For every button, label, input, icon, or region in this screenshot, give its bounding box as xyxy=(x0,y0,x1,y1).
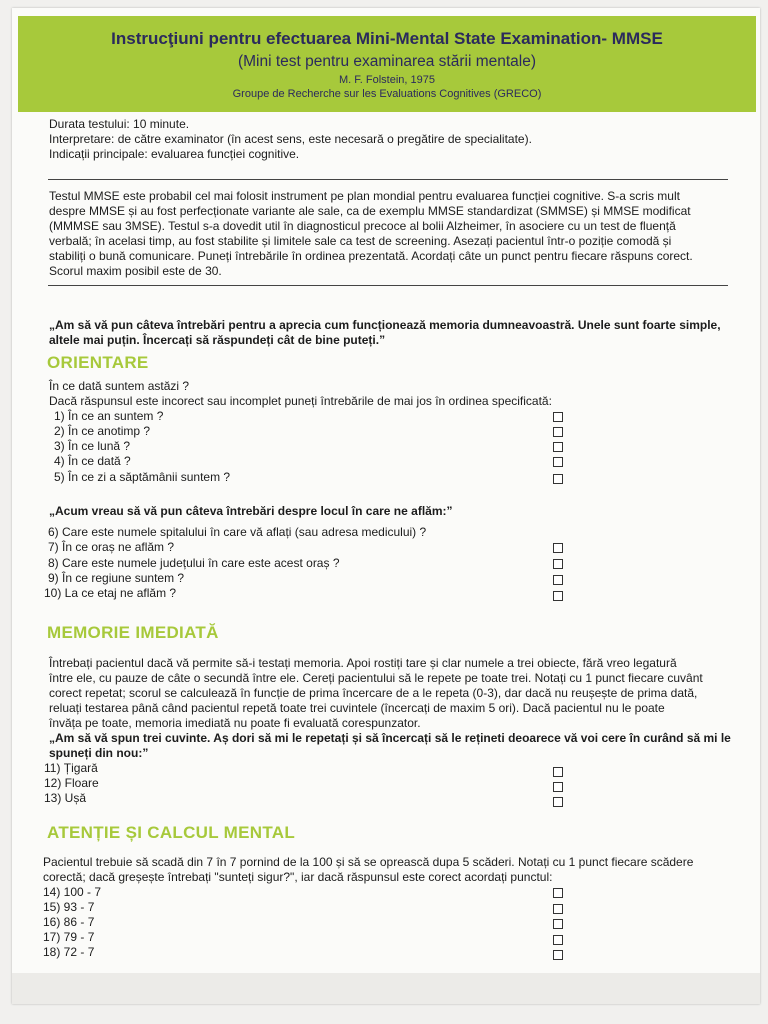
score-checkbox[interactable] xyxy=(553,575,563,585)
document-title: Instrucţiuni pentru efectuarea Mini-Mental State Examination- MMSE xyxy=(111,29,663,48)
word-item: 11) Țigară xyxy=(44,761,98,775)
quote-line: „Acum vreau să vă pun câteva întrebări despre locul în care ne aflăm:” xyxy=(49,504,453,518)
score-checkbox[interactable] xyxy=(553,427,563,437)
section-heading-orientare: ORIENTARE xyxy=(47,353,149,372)
indications-text: Indicații principale: evaluarea funcției cognitive. xyxy=(49,147,300,161)
calc-item: 17) 79 - 7 xyxy=(43,930,95,944)
intro-line: despre MMSE și au fost perfecționate variante ale sale, ca de exemplu MMSE standardizat (SMMSE) și MMSE modificat xyxy=(49,204,691,218)
group-line: Groupe de Recherche sur les Evaluations Cognitives (GRECO) xyxy=(232,88,542,100)
memorie-line: învăța pe toate, memoria imediată nu poate fi evaluată corespunzator. xyxy=(49,716,421,730)
question-item: 8) Care este numele județului în care este acest oraș ? xyxy=(48,556,340,570)
score-checkbox[interactable] xyxy=(553,767,563,777)
divider xyxy=(48,285,728,286)
intro-line: Scorul maxim posibil este de 30. xyxy=(49,264,222,278)
quote-line: „Am să vă pun câteva întrebări pentru a aprecia cum funcționează memoria dumneavoastră. Unele sunt foarte simple, xyxy=(49,318,721,332)
score-checkbox[interactable] xyxy=(553,950,563,960)
memorie-line: corect repetat; scorul se calculează în funcție de prima încercare de a le repeta (0-3), dar dacă nu reușește de prima dată, xyxy=(49,686,698,700)
intro-line: verbală; în acelasi timp, au fost stabilite și limitele sale ca test de screening. Asezați pacientul într-o poziție comodă și xyxy=(49,234,672,248)
question-item: 10) La ce etaj ne aflăm ? xyxy=(44,586,177,600)
quote-line: altele mai puțin. Încercați să răspundeți cât de bine puteți.” xyxy=(49,333,386,347)
question-item: 4) În ce dată ? xyxy=(54,454,131,468)
duration-text: Durata testului: 10 minute. xyxy=(49,117,190,131)
document-subtitle: (Mini test pentru examinarea stării mentale) xyxy=(237,53,537,70)
calc-item: 15) 93 - 7 xyxy=(43,900,95,914)
score-checkbox[interactable] xyxy=(553,559,563,569)
calc-item: 18) 72 - 7 xyxy=(43,945,95,959)
intro-line: Testul MMSE este probabil cel mai folosit instrument pe plan mondial pentru evaluarea funcției cognitive. S-a scris mult xyxy=(49,189,680,203)
score-checkbox[interactable] xyxy=(553,457,563,467)
score-checkbox[interactable] xyxy=(553,442,563,452)
author-line: M. F. Folstein, 1975 xyxy=(339,74,435,86)
score-checkbox[interactable] xyxy=(553,797,563,807)
question-item: 6) Care este numele spitalului în care vă aflați (sau adresa medicului) ? xyxy=(48,525,427,539)
quote-line: spuneți din nou:” xyxy=(49,746,149,760)
atentie-line: Pacientul trebuie să scadă din 7 în 7 pornind de la 100 și să se oprească dupa 5 scăderi. Notați cu 1 punct fiecare scădere xyxy=(43,855,694,869)
score-checkbox[interactable] xyxy=(553,474,563,484)
section-heading-atentie: ATENȚIE ȘI CALCUL MENTAL xyxy=(47,823,296,842)
question-item: 2) În ce anotimp ? xyxy=(54,424,151,438)
score-checkbox[interactable] xyxy=(553,935,563,945)
question-text: În ce dată suntem astăzi ? xyxy=(49,379,190,393)
score-checkbox[interactable] xyxy=(553,782,563,792)
instruction-text: Dacă răspunsul este incorect sau incomplet puneți întrebările de mai jos în ordinea specificată: xyxy=(49,394,552,408)
calc-item: 16) 86 - 7 xyxy=(43,915,95,929)
score-checkbox[interactable] xyxy=(553,888,563,898)
memorie-line: reluați testarea până când pacientul repetă toate trei cuvintele (încercați de maxim 5 ori). Dacă pacientul nu le poate xyxy=(49,701,665,715)
intro-line: stabiliți o bună comunicare. Puneți întrebările în ordinea prezentată. Acordați câte un punct pentru fiecare răspuns corect. xyxy=(49,249,693,263)
word-item: 12) Floare xyxy=(44,776,99,790)
score-checkbox[interactable] xyxy=(553,543,563,553)
document-sheet xyxy=(12,8,760,1004)
score-checkbox[interactable] xyxy=(553,412,563,422)
question-item: 5) În ce zi a săptămânii suntem ? xyxy=(54,470,231,484)
score-checkbox[interactable] xyxy=(553,591,563,601)
interpretation-text: Interpretare: de către examinator (în acest sens, este necesară o pregătire de specialitate). xyxy=(49,132,532,146)
divider xyxy=(48,179,728,180)
memorie-line: între ele, cu pauze de câte o secundă între ele. Cereți pacientului să le repete pe toate trei. Notați cu 1 punct fiecare cuvânt xyxy=(49,671,703,685)
score-checkbox[interactable] xyxy=(553,919,563,929)
section-heading-memorie: MEMORIE IMEDIATĂ xyxy=(47,623,219,642)
score-checkbox[interactable] xyxy=(553,904,563,914)
word-item: 13) Ușă xyxy=(44,791,87,805)
atentie-line: corectă; dacă greșește întrebați "sunteți sigur?", iar dacă răspunsul este corect acordați punctul: xyxy=(43,870,553,884)
question-item: 9) În ce regiune suntem ? xyxy=(48,571,185,585)
calc-item: 14) 100 - 7 xyxy=(43,885,102,899)
header-banner xyxy=(18,16,756,112)
question-item: 1) În ce an suntem ? xyxy=(54,409,164,423)
quote-line: „Am să vă spun trei cuvinte. Aș dori să mi le repetați și să încercați să le rețineti deoarece vă voi cere în curând să mi le xyxy=(49,731,731,745)
memorie-line: Întrebați pacientul dacă vă permite să-i testați memoria. Apoi rostiți tare și clar numele a trei obiecte, fără vreo legatură xyxy=(49,656,677,670)
intro-line: (MMMSE sau 3MSE). Testul s-a dovedit util în diagnosticul precoce al bolii Alzheimer, în asociere cu un test de fluență xyxy=(49,219,676,233)
question-item: 7) În ce oraș ne aflăm ? xyxy=(48,540,175,554)
question-item: 3) În ce lună ? xyxy=(54,439,131,453)
footer-band xyxy=(12,973,760,1004)
